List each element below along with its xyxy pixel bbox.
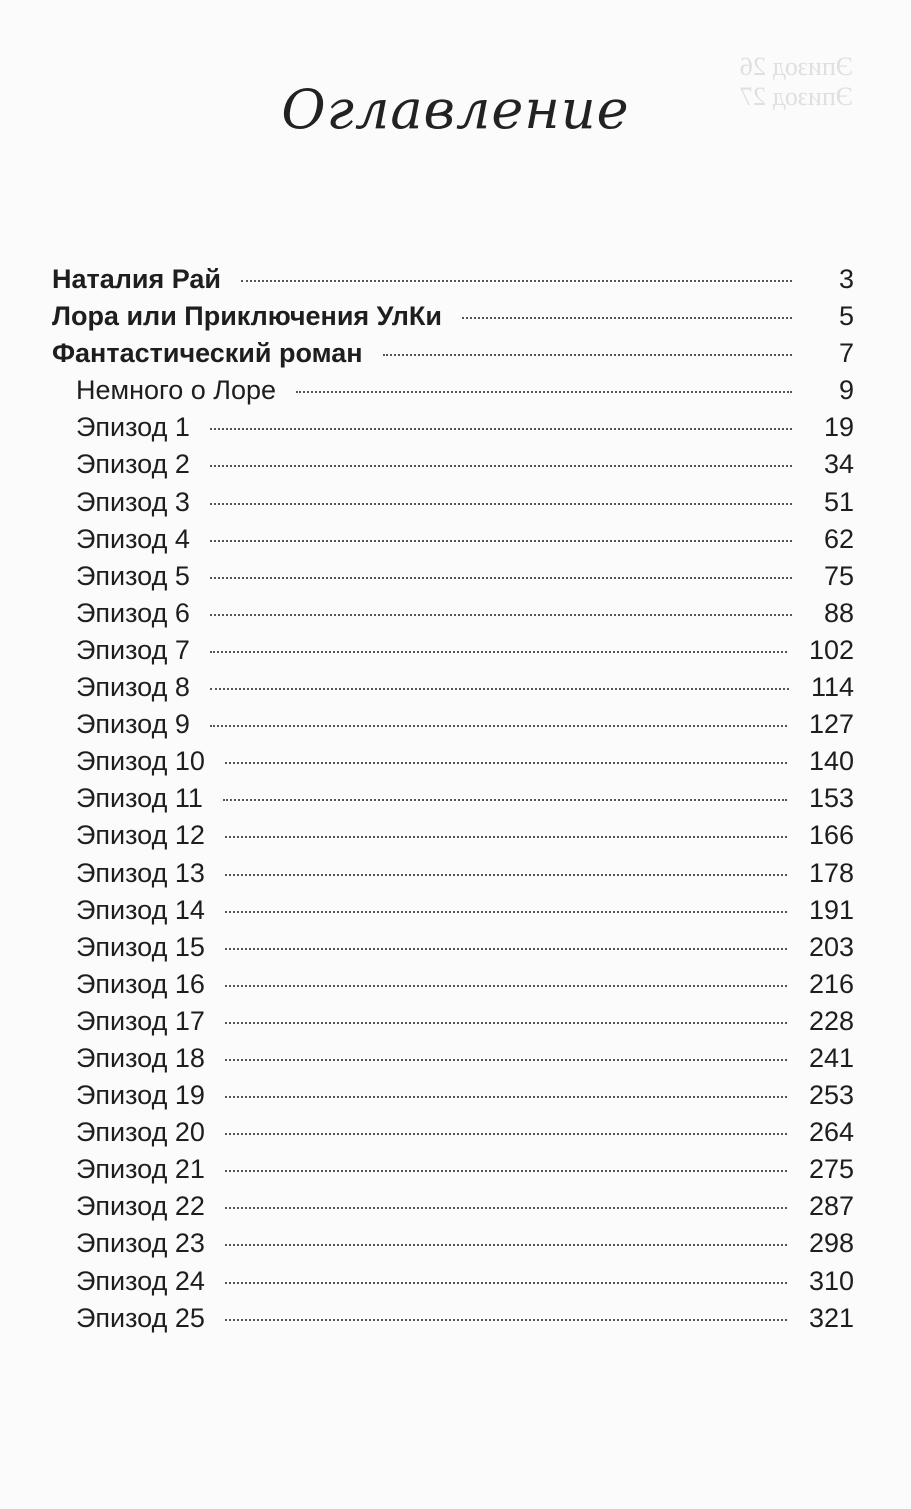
bleed-through-line: Эпизод 27 [739, 82, 853, 111]
dot-leader [383, 354, 792, 356]
toc-page-number: 19 [823, 412, 854, 443]
dot-leader [225, 1170, 787, 1172]
dot-leader [225, 1282, 787, 1284]
toc-entry [76, 1303, 854, 1340]
toc-page-number: 140 [808, 746, 854, 777]
toc-page-number: 253 [808, 1080, 854, 1111]
toc-section-entry [52, 264, 854, 301]
dot-leader [210, 577, 792, 579]
toc-page-number: 275 [808, 1154, 854, 1185]
dot-leader [241, 280, 792, 282]
toc-page-number: 287 [808, 1191, 854, 1222]
toc-entry [76, 1006, 854, 1043]
dot-leader [210, 428, 792, 430]
dot-leader [210, 465, 792, 467]
toc-entry [76, 524, 854, 561]
toc-entry [76, 487, 854, 524]
dot-leader [225, 948, 787, 950]
toc-entry-label: Эпизод 22 [76, 1191, 205, 1222]
bleed-through-line: Эпизод 26 [739, 52, 853, 81]
toc-page-number: 241 [808, 1042, 854, 1073]
toc-section-entry [52, 301, 854, 338]
toc-entry [76, 1191, 854, 1228]
toc-page-number: 216 [808, 968, 854, 999]
toc-entry-label: Эпизод 24 [76, 1265, 205, 1296]
toc-entry-label: Эпизод 11 [76, 783, 203, 814]
toc-page-number: 310 [808, 1265, 854, 1296]
toc-page-number: 321 [808, 1302, 854, 1333]
toc-entry [76, 709, 854, 746]
dot-leader [225, 836, 787, 838]
toc-entry-label: Фантастический роман [52, 338, 363, 369]
toc-page-number: 178 [808, 857, 854, 888]
toc-entry-label: Эпизод 13 [76, 857, 205, 888]
dot-leader [225, 1096, 787, 1098]
toc-page-number: 264 [808, 1117, 854, 1148]
toc-entry [76, 449, 854, 486]
dot-leader [296, 391, 792, 393]
toc-page-number: 51 [823, 486, 854, 517]
dot-leader [210, 540, 792, 542]
dot-leader [462, 317, 792, 319]
toc-entry-label: Эпизод 15 [76, 931, 205, 962]
dot-leader [225, 1244, 787, 1246]
dot-leader [225, 1022, 787, 1024]
toc-page-number: 75 [823, 560, 854, 591]
toc-entry [76, 746, 854, 783]
toc-entry-label: Эпизод 20 [76, 1117, 205, 1148]
toc-page-number: 127 [808, 709, 854, 740]
toc-page-number: 228 [808, 1005, 854, 1036]
toc-entry [76, 635, 854, 672]
toc-entry [76, 1080, 854, 1117]
toc-entry [76, 1117, 854, 1154]
dot-leader [210, 651, 787, 653]
dot-leader [210, 725, 787, 727]
toc-page-number: 9 [838, 375, 854, 406]
dot-leader [225, 1059, 787, 1061]
dot-leader [225, 874, 787, 876]
dot-leader [210, 503, 792, 505]
toc-entry-label: Эпизод 1 [76, 412, 190, 443]
toc-entry-label: Эпизод 12 [76, 820, 205, 851]
toc-entry [76, 1228, 854, 1265]
toc-page-number: 114 [810, 672, 854, 703]
toc-page-number: 102 [808, 634, 854, 665]
dot-leader [225, 1207, 787, 1209]
toc-entry [76, 858, 854, 895]
toc-page-number: 298 [808, 1228, 854, 1259]
toc-entry-label: Наталия Рай [52, 264, 222, 294]
toc-entry-label: Эпизод 25 [76, 1302, 205, 1333]
toc-page-number: 153 [808, 783, 854, 814]
toc-entry-label: Эпизод 9 [76, 709, 190, 740]
toc-entry-label: Эпизод 14 [76, 894, 205, 925]
dot-leader [225, 911, 787, 913]
toc-page-number: 166 [808, 820, 854, 851]
page-title: Оглавление [281, 78, 630, 141]
toc-entry-label: Эпизод 3 [76, 486, 190, 517]
toc-entry-label: Эпизод 21 [76, 1154, 205, 1185]
toc-entry-label: Эпизод 18 [76, 1042, 205, 1073]
toc-entry [76, 1154, 854, 1191]
toc-entry-label: Эпизод 7 [76, 634, 190, 665]
toc-entry-label: Эпизод 10 [76, 746, 205, 777]
toc-entry-label: Эпизод 16 [76, 968, 205, 999]
toc-page-number: 88 [823, 597, 854, 628]
toc-entry-label: Эпизод 17 [76, 1005, 205, 1036]
toc-entry-label: Эпизод 2 [76, 449, 190, 480]
toc-page-number: 3 [838, 264, 854, 294]
dot-leader [210, 614, 792, 616]
dot-leader [225, 985, 787, 987]
table-of-contents [52, 264, 854, 1340]
dot-leader [225, 762, 787, 764]
dot-leader [225, 1133, 787, 1135]
toc-entry-label: Эпизод 8 [76, 672, 190, 703]
dot-leader [225, 1319, 787, 1321]
toc-entry [76, 895, 854, 932]
toc-entry [76, 1043, 854, 1080]
toc-page-number: 7 [838, 338, 854, 369]
toc-entry-label: Эпизод 5 [76, 560, 190, 591]
toc-entry [76, 412, 854, 449]
toc-page-number: 34 [823, 449, 854, 480]
toc-entry [76, 783, 854, 820]
toc-page-number: 62 [823, 523, 854, 554]
toc-entry [76, 969, 854, 1006]
toc-entry [76, 375, 854, 412]
toc-page-number: 5 [838, 301, 854, 332]
toc-entry-label: Эпизод 6 [76, 597, 190, 628]
toc-entry-label: Лора или Приключения УлКи [52, 301, 442, 332]
toc-entry-label: Эпизод 4 [76, 523, 190, 554]
toc-entry [76, 932, 854, 969]
toc-entry [76, 820, 854, 857]
dot-leader [223, 799, 787, 801]
toc-section-entry [52, 338, 854, 375]
toc-entry [76, 561, 854, 598]
toc-entry-label: Эпизод 19 [76, 1080, 205, 1111]
toc-entry-label: Немного о Лоре [76, 375, 277, 406]
toc-page-number: 191 [808, 894, 854, 925]
toc-page-number: 203 [808, 931, 854, 962]
toc-entry [76, 1266, 854, 1303]
toc-entry [76, 672, 854, 709]
toc-entry-label: Эпизод 23 [76, 1228, 205, 1259]
toc-entry [76, 598, 854, 635]
dot-leader [210, 688, 789, 690]
